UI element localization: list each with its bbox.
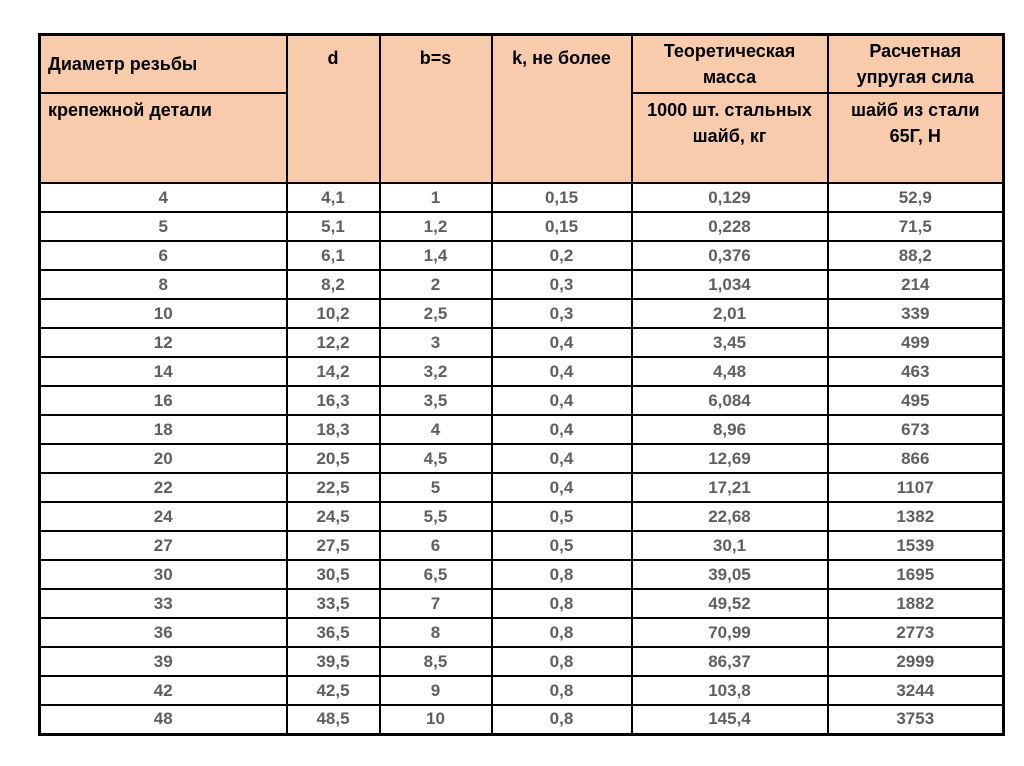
table-cell: 16 — [40, 386, 287, 415]
table-cell: 24,5 — [287, 502, 380, 531]
table-cell: 145,4 — [632, 705, 828, 734]
table-cell: 48 — [40, 705, 287, 734]
table-cell: 0,5 — [492, 531, 632, 560]
table-row — [40, 328, 1004, 357]
table-cell: 0,4 — [492, 357, 632, 386]
table-row — [40, 647, 1004, 676]
table-cell: 0,15 — [492, 183, 632, 212]
table-cell: 42 — [40, 676, 287, 705]
table-row — [40, 473, 1004, 502]
table-cell: 10 — [40, 299, 287, 328]
table-cell: 10 — [380, 705, 492, 734]
table-cell: 6,084 — [632, 386, 828, 415]
table-cell: 0,8 — [492, 618, 632, 647]
table-cell: 495 — [828, 386, 1004, 415]
table-cell: 4 — [380, 415, 492, 444]
table-cell: 2,01 — [632, 299, 828, 328]
table-cell: 33,5 — [287, 589, 380, 618]
table-cell: 0,129 — [632, 183, 828, 212]
table-row — [40, 444, 1004, 473]
table-cell: 673 — [828, 415, 1004, 444]
table-cell: 14 — [40, 357, 287, 386]
table-cell: 27 — [40, 531, 287, 560]
table-cell: 0,8 — [492, 676, 632, 705]
table-cell: 499 — [828, 328, 1004, 357]
table-cell: 2,5 — [380, 299, 492, 328]
table-cell: 7 — [380, 589, 492, 618]
table-cell: 10,2 — [287, 299, 380, 328]
table-cell: 866 — [828, 444, 1004, 473]
table-cell: 30 — [40, 560, 287, 589]
table-cell: 3,2 — [380, 357, 492, 386]
table-cell: 8,96 — [632, 415, 828, 444]
table-cell: 0,4 — [492, 328, 632, 357]
table-cell: 0,4 — [492, 415, 632, 444]
table-row — [40, 183, 1004, 212]
table-row — [40, 270, 1004, 299]
table-cell: 4,48 — [632, 357, 828, 386]
table-cell: 0,8 — [492, 560, 632, 589]
table-cell: 9 — [380, 676, 492, 705]
table-cell: 20 — [40, 444, 287, 473]
table-cell: 16,3 — [287, 386, 380, 415]
table-cell: 71,5 — [828, 212, 1004, 241]
table-cell: 5 — [380, 473, 492, 502]
table-cell: 3753 — [828, 705, 1004, 734]
washer-spec-table — [38, 33, 1005, 736]
header-elastic-force-top: Расчетная упругая сила — [828, 35, 1004, 94]
table-cell: 22 — [40, 473, 287, 502]
table-cell: 12,69 — [632, 444, 828, 473]
table-cell: 6,5 — [380, 560, 492, 589]
table-cell: 30,1 — [632, 531, 828, 560]
table-cell: 22,68 — [632, 502, 828, 531]
table-cell: 1107 — [828, 473, 1004, 502]
table-row — [40, 415, 1004, 444]
header-theoretical-mass-bottom: 1000 шт. стальных шайб, кг — [632, 93, 828, 183]
table-cell: 0,4 — [492, 386, 632, 415]
table-cell: 36,5 — [287, 618, 380, 647]
table-cell: 4 — [40, 183, 287, 212]
table-cell: 8 — [40, 270, 287, 299]
table-cell: 0,4 — [492, 473, 632, 502]
table-cell: 8,5 — [380, 647, 492, 676]
table-cell: 6 — [380, 531, 492, 560]
table-cell: 6 — [40, 241, 287, 270]
header-d: d — [287, 35, 380, 184]
table-cell: 48,5 — [287, 705, 380, 734]
table-row — [40, 386, 1004, 415]
table-cell: 42,5 — [287, 676, 380, 705]
table-cell: 214 — [828, 270, 1004, 299]
table-body — [40, 183, 1004, 734]
table-cell: 339 — [828, 299, 1004, 328]
table-cell: 12,2 — [287, 328, 380, 357]
table-cell: 88,2 — [828, 241, 1004, 270]
table-cell: 3,45 — [632, 328, 828, 357]
table-cell: 4,1 — [287, 183, 380, 212]
table-row — [40, 212, 1004, 241]
table-row — [40, 241, 1004, 270]
table-cell: 36 — [40, 618, 287, 647]
header-thread-diameter-top: Диаметр резьбы — [40, 35, 287, 94]
table-cell: 8 — [380, 618, 492, 647]
table-cell: 0,228 — [632, 212, 828, 241]
table-cell: 1539 — [828, 531, 1004, 560]
table-cell: 5,5 — [380, 502, 492, 531]
table-cell: 0,376 — [632, 241, 828, 270]
table-cell: 14,2 — [287, 357, 380, 386]
table-cell: 5 — [40, 212, 287, 241]
table-cell: 20,5 — [287, 444, 380, 473]
table-cell: 2999 — [828, 647, 1004, 676]
table-cell: 3244 — [828, 676, 1004, 705]
table-cell: 1,2 — [380, 212, 492, 241]
table-cell: 4,5 — [380, 444, 492, 473]
table-cell: 3,5 — [380, 386, 492, 415]
table-row — [40, 705, 1004, 734]
table-cell: 86,37 — [632, 647, 828, 676]
table-cell: 1,4 — [380, 241, 492, 270]
table-cell: 0,5 — [492, 502, 632, 531]
table-row — [40, 618, 1004, 647]
table-cell: 52,9 — [828, 183, 1004, 212]
table-cell: 5,1 — [287, 212, 380, 241]
table-cell: 0,3 — [492, 299, 632, 328]
header-b-equals-s: b=s — [380, 35, 492, 184]
table-cell: 3 — [380, 328, 492, 357]
table-cell: 70,99 — [632, 618, 828, 647]
table-row — [40, 560, 1004, 589]
table-cell: 49,52 — [632, 589, 828, 618]
table-cell: 39 — [40, 647, 287, 676]
table-cell: 1,034 — [632, 270, 828, 299]
header-k-max: k, не более — [492, 35, 632, 184]
table-cell: 39,5 — [287, 647, 380, 676]
table-cell: 2773 — [828, 618, 1004, 647]
header-elastic-force-bottom: шайб из стали 65Г, Н — [828, 93, 1004, 183]
table-cell: 0,15 — [492, 212, 632, 241]
table-cell: 0,4 — [492, 444, 632, 473]
table-row — [40, 299, 1004, 328]
table-cell: 1695 — [828, 560, 1004, 589]
table-row — [40, 676, 1004, 705]
table-row — [40, 502, 1004, 531]
table-cell: 103,8 — [632, 676, 828, 705]
table-header — [40, 35, 1004, 184]
table-cell: 33 — [40, 589, 287, 618]
table-row — [40, 531, 1004, 560]
table-cell: 2 — [380, 270, 492, 299]
table-cell: 0,2 — [492, 241, 632, 270]
header-thread-diameter-bottom: крепежной детали — [40, 93, 287, 183]
table-cell: 1 — [380, 183, 492, 212]
table-cell: 0,8 — [492, 705, 632, 734]
header-row-top — [40, 35, 1004, 94]
table-cell: 463 — [828, 357, 1004, 386]
table-cell: 0,8 — [492, 589, 632, 618]
table-cell: 0,8 — [492, 647, 632, 676]
table-cell: 1882 — [828, 589, 1004, 618]
table-row — [40, 589, 1004, 618]
table-cell: 24 — [40, 502, 287, 531]
table-cell: 8,2 — [287, 270, 380, 299]
table-cell: 6,1 — [287, 241, 380, 270]
table-cell: 12 — [40, 328, 287, 357]
table-cell: 18,3 — [287, 415, 380, 444]
table-cell: 30,5 — [287, 560, 380, 589]
table-cell: 0,3 — [492, 270, 632, 299]
table-cell: 39,05 — [632, 560, 828, 589]
table-cell: 1382 — [828, 502, 1004, 531]
table-cell: 18 — [40, 415, 287, 444]
table-cell: 27,5 — [287, 531, 380, 560]
table-cell: 17,21 — [632, 473, 828, 502]
table-cell: 22,5 — [287, 473, 380, 502]
table-row — [40, 357, 1004, 386]
header-theoretical-mass-top: Теоретическая масса — [632, 35, 828, 94]
